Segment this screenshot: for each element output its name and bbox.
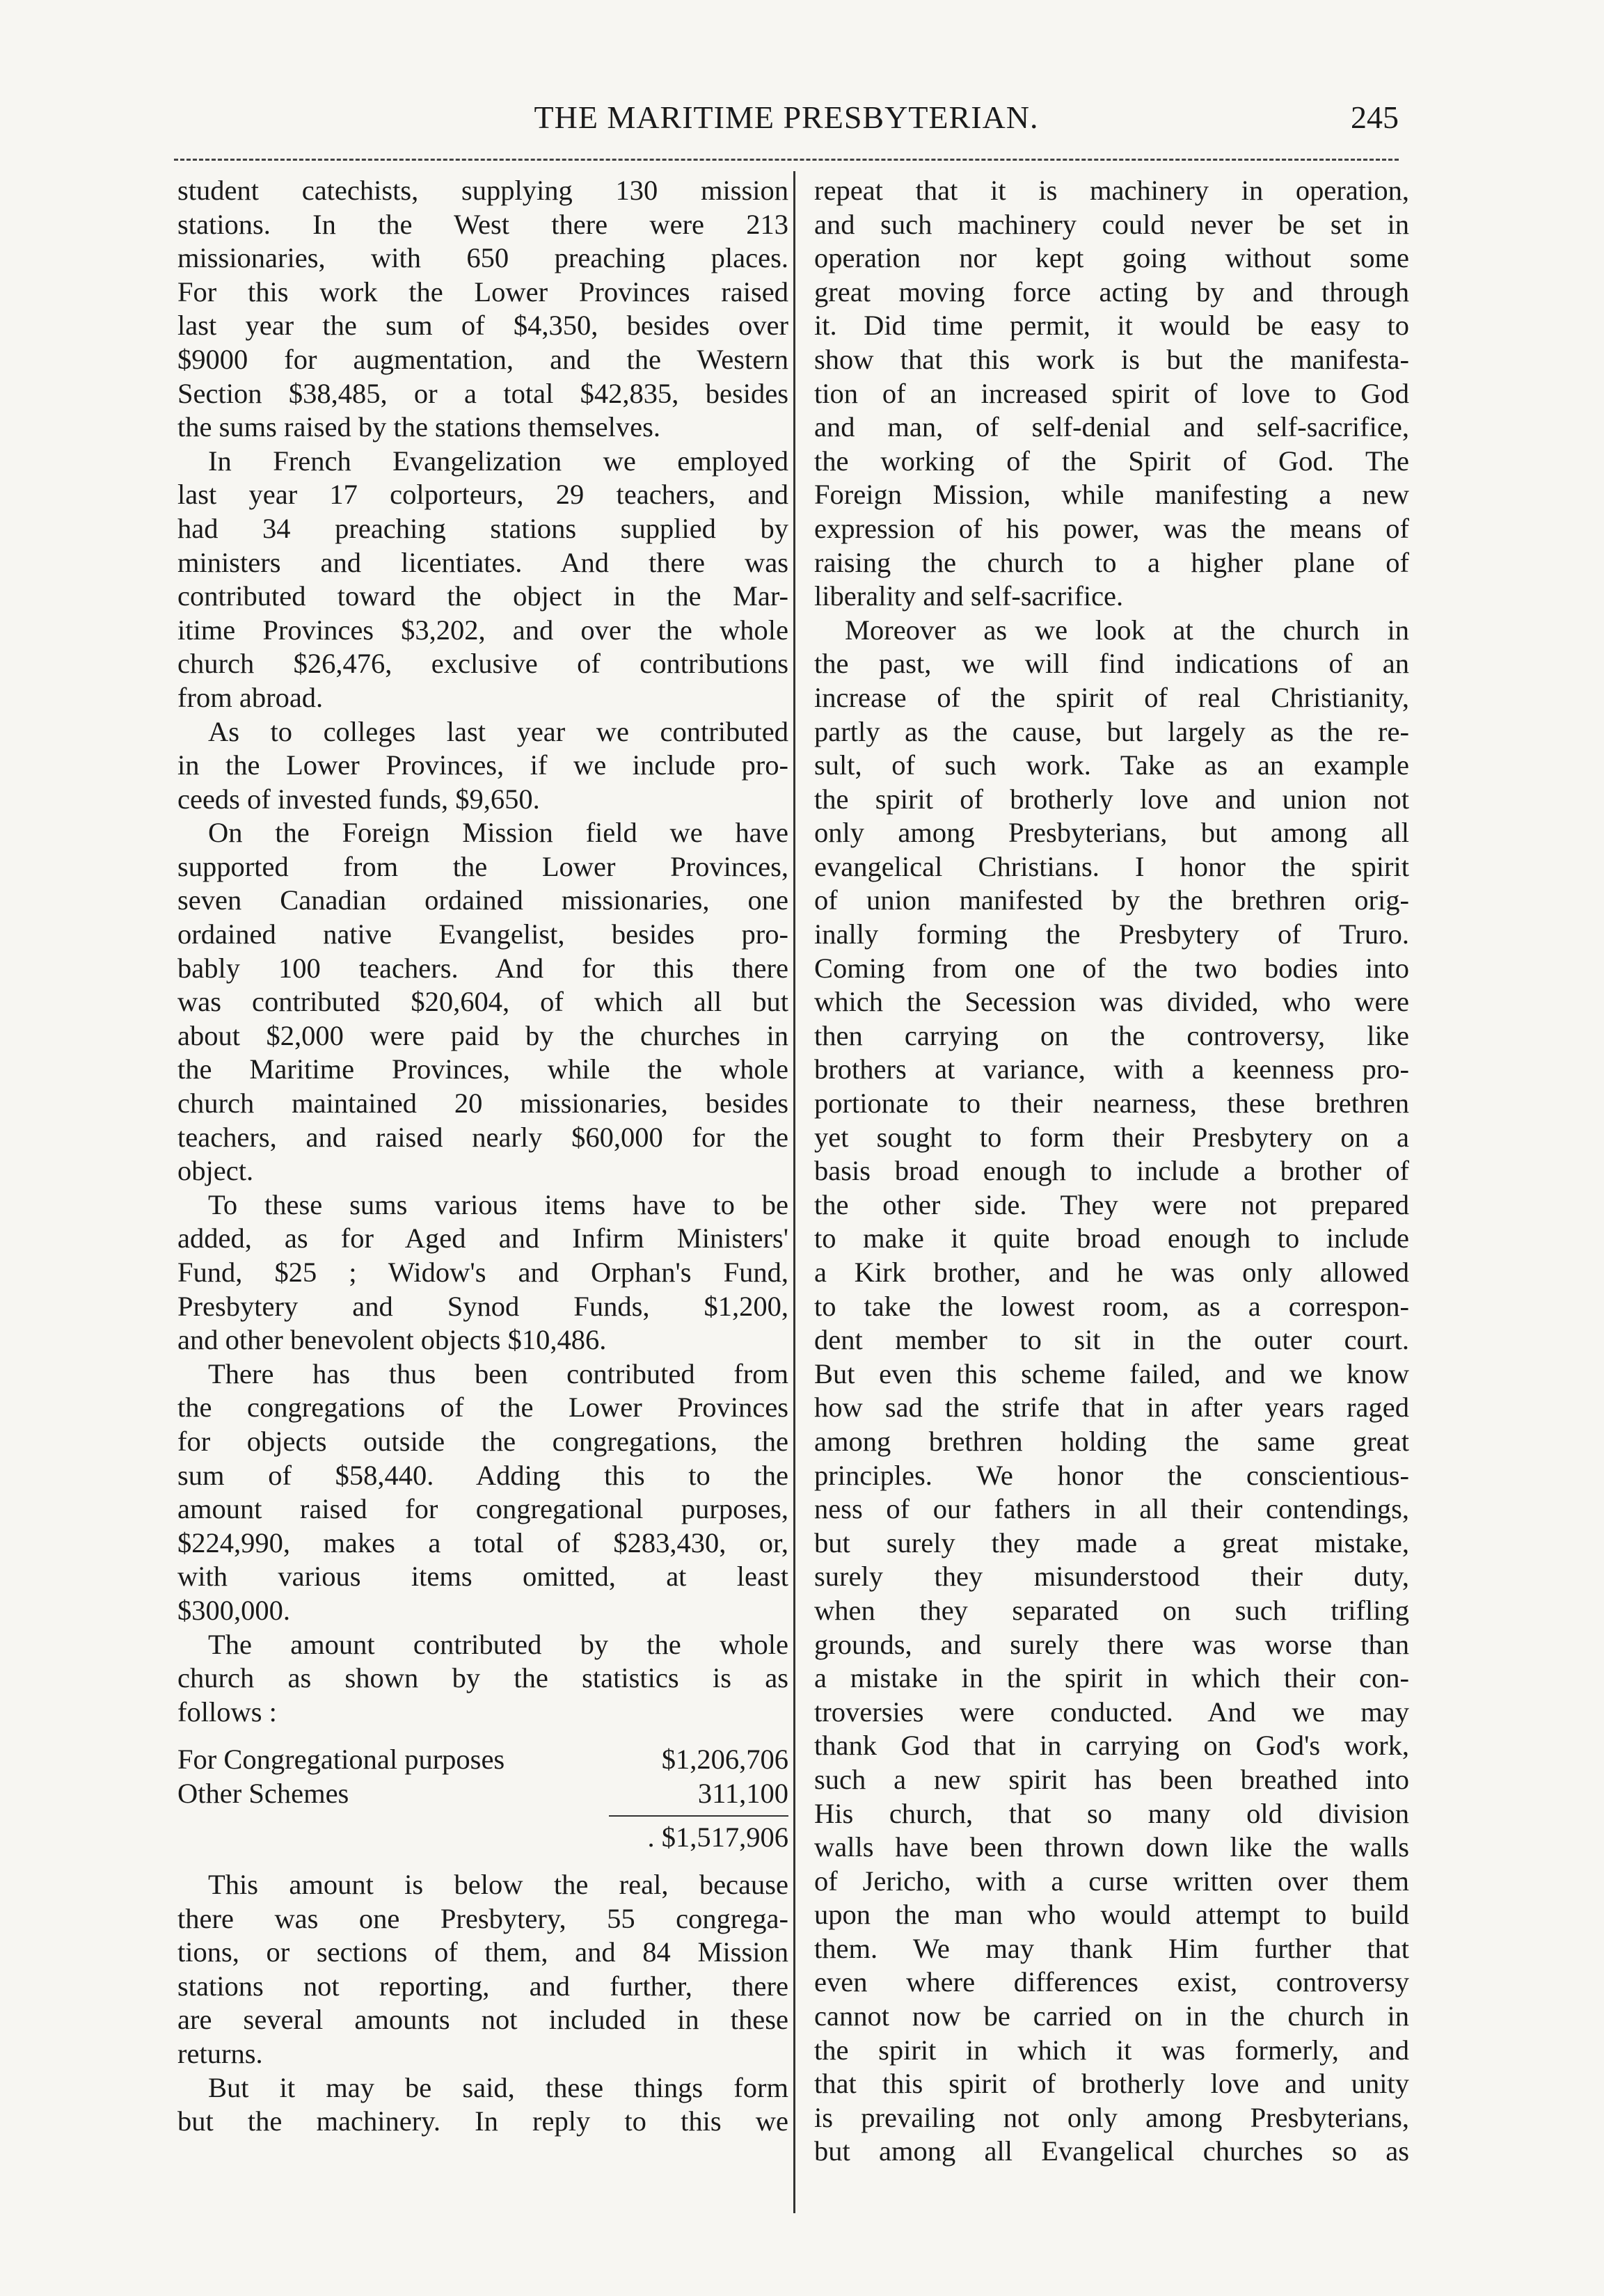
amount-row: [177, 1777, 788, 1811]
text-line: sult, of such work. Take as an example: [814, 749, 1409, 781]
text-line: Fund, $25 ; Widow's and Orphan's Fund,: [177, 1257, 788, 1288]
text-line: The amount contributed by the whole: [208, 1628, 788, 1660]
text-line: to make it quite broad enough to include: [814, 1222, 1409, 1254]
left-lines-before-table: [177, 174, 788, 1729]
text-line: itime Provinces $3,202, and over the whole: [177, 614, 788, 646]
text-line: missionaries, with 650 preaching places.: [177, 242, 788, 274]
text-line: thank God that in carrying on God's work,: [814, 1730, 1409, 1762]
column-divider: [793, 171, 795, 2213]
text-line: dent member to sit in the outer court.: [814, 1324, 1409, 1356]
text-line: student catechists, supplying 130 mission: [177, 175, 788, 206]
text-line: To these sums various items have to be: [208, 1188, 788, 1220]
text-line: portionate to their nearness, these brethren: [814, 1087, 1409, 1119]
text-line: when they separated on such trifling: [814, 1594, 1409, 1626]
text-line: evangelical Christians. I honor the spirit: [814, 850, 1409, 882]
page-number: 245: [1351, 99, 1399, 135]
right-lines: [814, 174, 1409, 2169]
text-line: operation nor kept going without some: [814, 242, 1409, 274]
text-line: the congregations of the Lower Provinces: [177, 1392, 788, 1424]
text-line: the spirit of brotherly love and union not: [814, 783, 1409, 815]
text-line: but the machinery. In reply to this we: [177, 2105, 788, 2137]
text-line: amount raised for congregational purposes,: [177, 1493, 788, 1525]
text-line: stations not reporting, and further, there: [177, 1970, 788, 2002]
text-line: $224,990, makes a total of $283,430, or,: [177, 1526, 788, 1558]
text-line: church as shown by the statistics is as: [177, 1662, 788, 1694]
left-lines-after-table: [177, 1868, 788, 2139]
text-line: was contributed $20,604, of which all but: [177, 986, 788, 1018]
text-line: cannot now be carried on in the church in: [814, 2000, 1409, 2032]
text-line: supported from the Lower Provinces,: [177, 850, 788, 882]
text-line: As to colleges last year we contributed: [208, 715, 788, 747]
text-line: is prevailing not only among Presbyterians,: [814, 2101, 1409, 2133]
amount-row: [177, 1743, 788, 1777]
text-line: teachers, and raised nearly $60,000 for the: [177, 1121, 788, 1153]
text-line: great moving force acting by and through: [814, 276, 1409, 308]
text-line: last year 17 colporteurs, 29 teachers, and: [177, 479, 788, 511]
text-line: the past, we will find indications of an: [814, 648, 1409, 680]
text-line: ministers and licentiates. And there was: [177, 546, 788, 578]
text-line: added, as for Aged and Infirm Ministers': [177, 1222, 788, 1254]
text-line: $300,000.: [177, 1594, 290, 1626]
text-line: yet sought to form their Presbytery on a: [814, 1121, 1409, 1153]
text-line: which the Secession was divided, who were: [814, 986, 1409, 1018]
text-line: upon the man who would attempt to build: [814, 1899, 1409, 1931]
text-line: even where differences exist, controversy: [814, 1966, 1409, 1998]
text-line: but surely they made a great mistake,: [814, 1526, 1409, 1558]
text-line: about $2,000 were paid by the churches in: [177, 1019, 788, 1051]
text-line: surely they misunderstood their duty,: [814, 1561, 1409, 1593]
page-header: [174, 99, 1399, 148]
text-line: to take the lowest room, as a correspon-: [814, 1290, 1409, 1322]
text-line: troversies were conducted. And we may: [814, 1696, 1409, 1728]
text-line: church maintained 20 missionaries, besides: [177, 1087, 788, 1119]
text-line: the spirit in which it was formerly, and: [814, 2034, 1409, 2066]
text-line: raising the church to a higher plane of: [814, 546, 1409, 578]
amount-table: [177, 1743, 788, 1854]
text-line: and man, of self-denial and self-sacrifice,: [814, 411, 1409, 443]
text-line: returns.: [177, 2038, 263, 2070]
text-line: But it may be said, these things form: [208, 2071, 788, 2103]
text-line: of union manifested by the brethren orig-: [814, 884, 1409, 916]
text-line: In French Evangelization we employed: [208, 445, 788, 477]
text-line: basis broad enough to include a brother of: [814, 1155, 1409, 1187]
text-line: object.: [177, 1155, 254, 1187]
text-line: last year the sum of $4,350, besides over: [177, 310, 788, 342]
text-line: expression of his power, was the means of: [814, 512, 1409, 544]
text-line: only among Presbyterians, but among all: [814, 817, 1409, 849]
text-line: and other benevolent objects $10,486.: [177, 1324, 607, 1356]
text-line: seven Canadian ordained missionaries, one: [177, 884, 788, 916]
text-line: ceeds of invested funds, $9,650.: [177, 783, 540, 815]
header-rule: [174, 159, 1399, 161]
text-line: sum of $58,440. Adding this to the: [177, 1459, 788, 1491]
text-line: There has thus been contributed from: [208, 1357, 788, 1389]
text-line: tions, or sections of them, and 84 Mission: [177, 1936, 788, 1968]
text-line: follows :: [177, 1696, 277, 1728]
text-line: with various items omitted, at least: [177, 1561, 788, 1593]
text-line: such a new spirit has been breathed into: [814, 1763, 1409, 1795]
amount-total: . $1,517,906: [647, 1821, 788, 1853]
text-line: how sad the strife that in after years raged: [814, 1392, 1409, 1424]
text-line: His church, that so many old division: [814, 1797, 1409, 1829]
text-line: church $26,476, exclusive of contributions: [177, 648, 788, 680]
text-line: tion of an increased spirit of love to God: [814, 377, 1409, 409]
text-line: partly as the cause, but largely as the re-: [814, 715, 1409, 747]
text-line: from abroad.: [177, 681, 324, 713]
text-line: contributed toward the object in the Mar-: [177, 580, 788, 612]
text-line: brothers at variance, with a keenness pro-: [814, 1053, 1409, 1085]
text-line: that this spirit of brotherly love and unity: [814, 2068, 1409, 2100]
text-line: ordained native Evangelist, besides pro-: [177, 918, 788, 950]
text-line: grounds, and surely there was worse than: [814, 1628, 1409, 1660]
text-line: in the Lower Provinces, if we include pro-: [177, 749, 788, 781]
amount-label: For Congregational purposes: [177, 1744, 505, 1776]
text-line: This amount is below the real, because: [208, 1869, 788, 1901]
text-line: had 34 preaching stations supplied by: [177, 512, 788, 544]
amount-label: Other Schemes: [177, 1777, 349, 1809]
text-line: for objects outside the congregations, the: [177, 1425, 788, 1457]
text-line: ness of our fathers in all their contendings,: [814, 1493, 1409, 1525]
text-line: of Jericho, with a curse written over them: [814, 1865, 1409, 1897]
text-line: then carrying on the controversy, like: [814, 1019, 1409, 1051]
text-line: show that this work is but the manifesta-: [814, 343, 1409, 375]
text-line: a Kirk brother, and he was only allowed: [814, 1257, 1409, 1288]
text-line: inally forming the Presbytery of Truro.: [814, 918, 1409, 950]
text-line: bably 100 teachers. And for this there: [177, 952, 788, 984]
text-line: it. Did time permit, it would be easy to: [814, 310, 1409, 342]
text-line: Presbytery and Synod Funds, $1,200,: [177, 1290, 788, 1322]
text-line: repeat that it is machinery in operation,: [814, 175, 1409, 206]
text-line: increase of the spirit of real Christianity,: [814, 681, 1409, 713]
text-line: there was one Presbytery, 55 congrega-: [177, 1902, 788, 1934]
text-line: the working of the Spirit of God. The: [814, 445, 1409, 477]
text-line: the sums raised by the stations themselves.: [177, 411, 661, 443]
text-line: stations. In the West there were 213: [177, 208, 788, 240]
left-column: [177, 174, 788, 2139]
text-line: a mistake in the spirit in which their con-: [814, 1662, 1409, 1694]
text-line: the other side. They were not prepared: [814, 1188, 1409, 1220]
text-line: $9000 for augmentation, and the Western: [177, 343, 788, 375]
text-line: Coming from one of the two bodies into: [814, 952, 1409, 984]
text-line: among brethren holding the same great: [814, 1425, 1409, 1457]
text-line: and such machinery could never be set in: [814, 208, 1409, 240]
sum-rule: [609, 1815, 788, 1817]
amount-value: $1,206,706: [661, 1744, 788, 1776]
text-line: Moreover as we look at the church in: [845, 614, 1409, 646]
text-line: are several amounts not included in these: [177, 2004, 788, 2036]
text-line: the Maritime Provinces, while the whole: [177, 1053, 788, 1085]
text-line: On the Foreign Mission field we have: [208, 817, 788, 849]
text-line: walls have been thrown down like the walls: [814, 1831, 1409, 1863]
text-line: Section $38,485, or a total $42,835, besides: [177, 377, 788, 409]
text-line: but among all Evangelical churches so as: [814, 2135, 1409, 2167]
text-line: principles. We honor the conscientious-: [814, 1459, 1409, 1491]
amount-total-row: [177, 1821, 788, 1855]
journal-title: THE MARITIME PRESBYTERIAN.: [534, 99, 1039, 135]
right-column: [814, 174, 1409, 2169]
text-line: Foreign Mission, while manifesting a new: [814, 479, 1409, 511]
text-line: For this work the Lower Provinces raised: [177, 276, 788, 308]
text-line: But even this scheme failed, and we know: [814, 1357, 1409, 1389]
amount-value: 311,100: [697, 1777, 788, 1809]
text-line: them. We may thank Him further that: [814, 1932, 1409, 1964]
text-line: liberality and self-sacrifice.: [814, 580, 1124, 612]
